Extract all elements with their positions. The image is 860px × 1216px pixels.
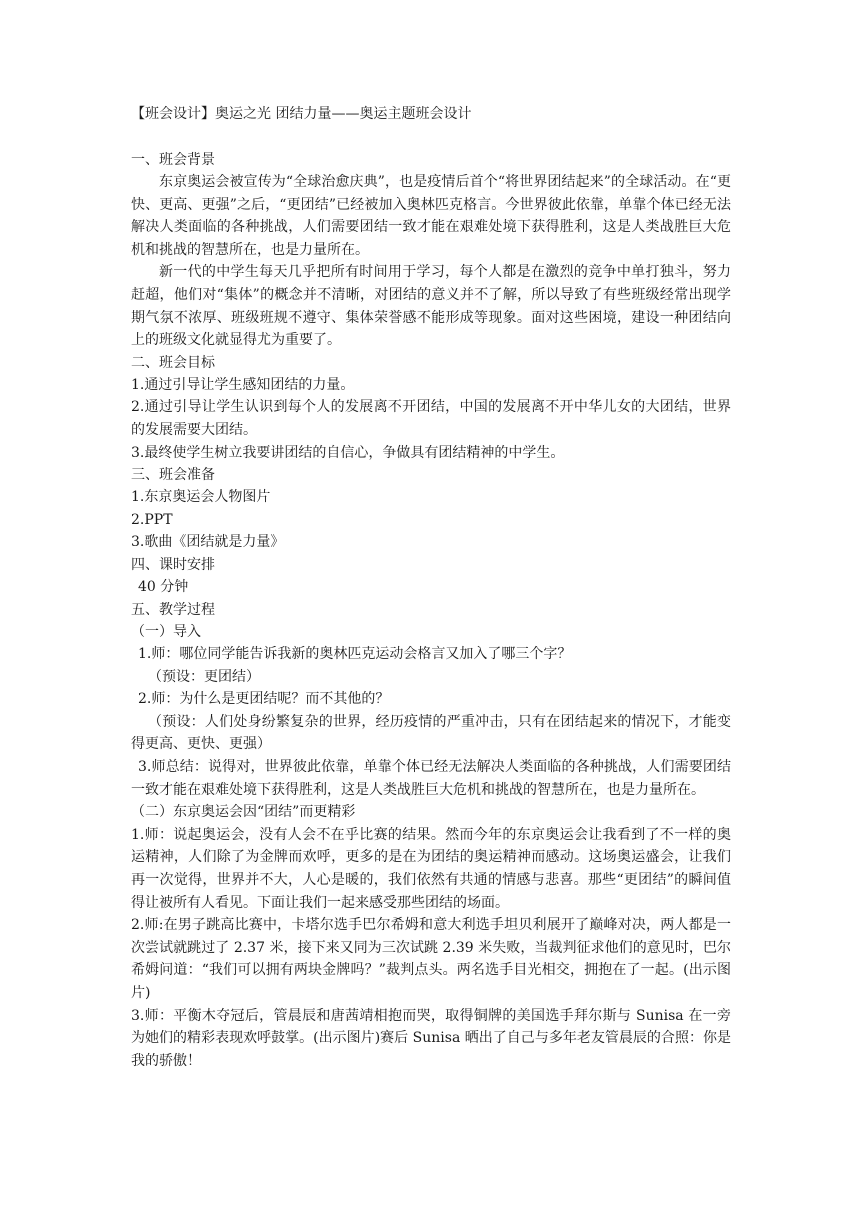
paragraph: 2.师:在男子跳高比赛中，卡塔尔选手巴尔希姆和意大利选手坦贝利展开了巅峰对决，两人都是一次尝试就跳过了 2.37 米，接下来又同为三次试跳 2.39 米失败，当裁判征求他们的意见时，巴尔希姆问道：“我们可以拥有两块金牌吗？”裁判点头。两名选手目光相交，拥抱在了一起。(出示图片) [131,917,731,1001]
paragraph: 1.师：说起奥运会，没有人会不在乎比赛的结果。然而今年的东京奥运会让我看到了不一样的奥运精神，人们除了为金牌而欢呼，更多的是在为团结的奥运精神而感动。这场奥运盛会，让我们再一次觉得，世界并不大，人心是暖的，我们依然有共通的情感与悲喜。那些“更团结”的瞬间值得让被所有人看见。下面让我们一起来感受那些团结的场面。 [131,826,731,911]
list-item: 3.最终使学生树立我要讲团结的自信心，争做具有团结精神的中学生。 [131,444,565,461]
document-title: 【班会设计】奥运之光 团结力量——奥运主题班会设计 [131,106,472,122]
teacher-summary: 3.师总结：说得对，世界彼此依靠，单靠个体已经无法解决人类面临的各种挑战，人们需要团结一致才能在艰难处境下获得胜利，这是人类战胜巨大危机和挑战的智慧所在，也是力量所在。 [131,759,731,798]
section-heading-preparation: 三、班会准备 [131,467,215,484]
subsection-heading-tokyo: （二）东京奥运会因“团结”而更精彩 [131,804,356,821]
list-item: 1.通过引导让学生感知团结的力量。 [131,376,355,393]
list-item: 2.PPT [131,511,173,528]
paragraph: 3.师：平衡木夺冠后，管晨辰和唐茜靖相抱而哭，取得铜牌的美国选手拜尔斯与 Sunisa 在一旁为她们的精彩表现欢呼鼓掌。(出示图片)赛后 Sunisa 晒出了自己与多年老友管晨辰的合照：你是我的骄傲！ [131,1007,731,1069]
section-heading-schedule: 四、课时安排 [131,556,215,573]
section-heading-background: 一、班会背景 [131,152,215,168]
teacher-question: 1.师：哪位同学能告诉我新的奥林匹克运动会格言又加入了哪三个字？ [138,646,572,663]
expected-answer: （预设：人们处身纷繁复杂的世界，经历疫情的严重冲击，只有在团结起来的情况下，才能变得更高、更快、更强） [131,713,731,753]
section-heading-process: 五、教学过程 [131,601,215,618]
subsection-heading-intro: （一）导入 [131,623,201,640]
section-heading-goals: 二、班会目标 [131,354,215,371]
list-item: 2.通过引导让学生认识到每个人的发展离不开团结，中国的发展离不开中华儿女的大团结，世界的发展需要大团结。 [131,399,731,438]
document-page [131,103,731,1072]
duration-text: 40 分钟 [138,578,189,595]
teacher-question: 2.师：为什么是更团结呢？而不其他的？ [138,691,390,708]
expected-answer: （预设：更团结） [148,668,260,685]
paragraph: 新一代的中学生每天几乎把所有时间用于学习，每个人都是在激烈的竞争中单打独斗，努力赶超，他们对“集体”的概念并不清晰，对团结的意义并不了解，所以导致了有些班级经常出现学期气氛不浓厚、班级班规不遵守、集体荣誉感不能形成等现象。面对这些困境，建设一种团结向上的班级文化就显得尤为重要了。 [131,264,731,349]
list-item: 1.东京奥运会人物图片 [131,489,271,506]
list-item: 3.歌曲《团结就是力量》 [131,534,285,551]
paragraph: 东京奥运会被宣传为“全球治愈庆典”，也是疫情后首个“将世界团结起来”的全球活动。在“更快、更高、更强”之后，“更团结”已经被加入奥林匹克格言。今世界彼此依靠，单靠个体已经无法解决人类面临的各种挑战，人们需要团结一致才能在艰难处境下获得胜利，这是人类战胜巨大危机和挑战的智慧所在，也是力量所在。 [131,174,731,258]
